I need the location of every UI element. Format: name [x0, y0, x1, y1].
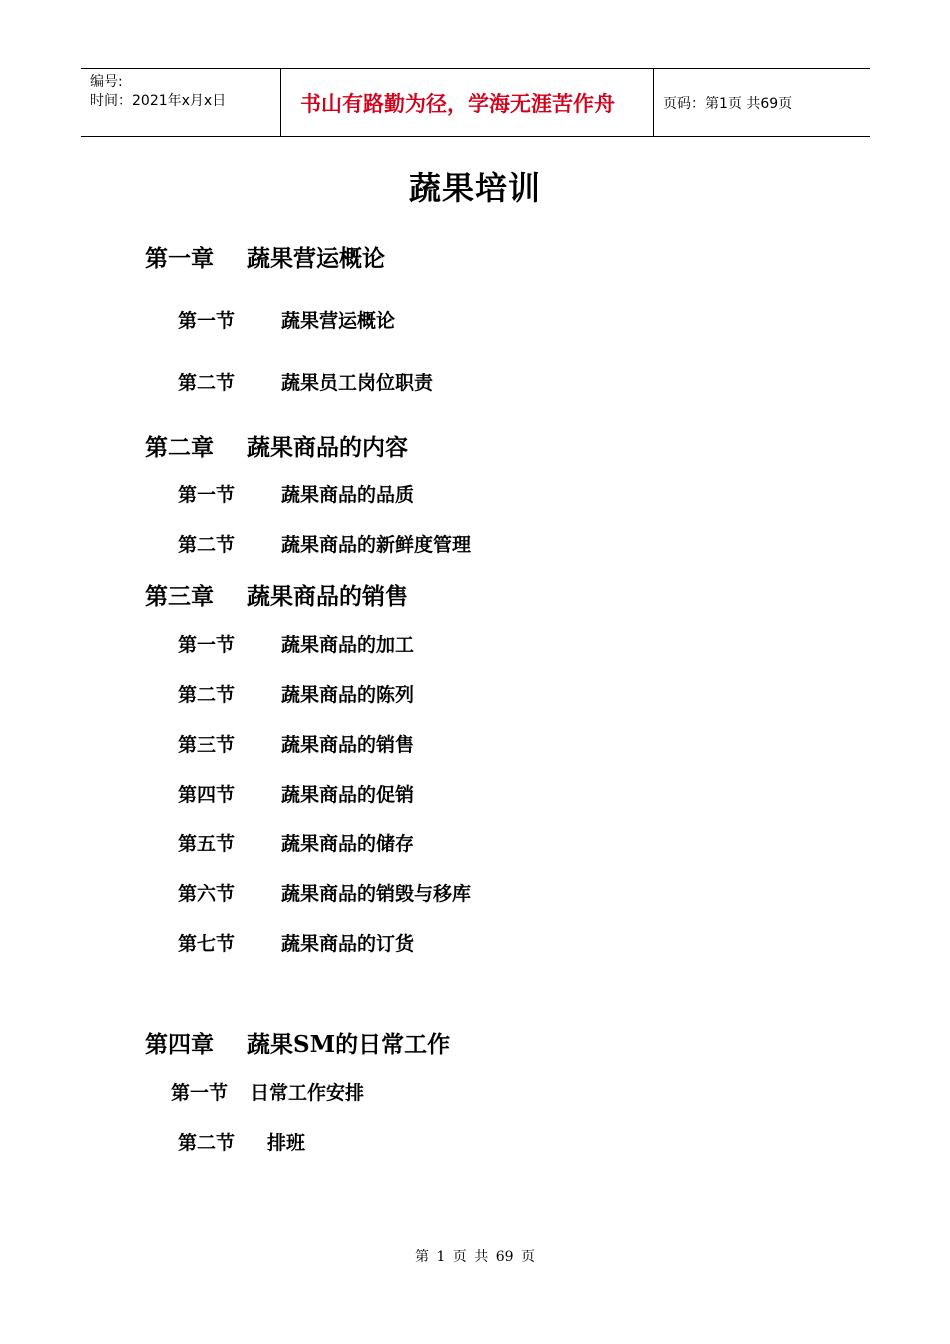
- section-title: 蔬果商品的陈列: [281, 684, 415, 706]
- chapter-title: 蔬果SM的日常工作: [247, 1031, 451, 1058]
- section-number: 第一节: [178, 634, 236, 656]
- toc-section-3-1: [178, 630, 414, 657]
- section-title: 蔬果营运概论: [281, 310, 396, 332]
- chapter-title: 蔬果营运概论: [247, 245, 385, 272]
- section-title: 蔬果商品的销售: [281, 734, 415, 756]
- header-meta: [81, 69, 281, 136]
- chapter-number: 第三章: [145, 583, 214, 610]
- page-footer: 第 1 页 共 69 页: [415, 1249, 535, 1265]
- section-number: 第三节: [178, 734, 236, 756]
- section-number: 第二节: [178, 1132, 236, 1154]
- toc-section-4-1: [171, 1078, 364, 1105]
- header-page-info: 页码：第1页 共69页: [663, 95, 793, 112]
- section-number: 第二节: [178, 372, 236, 394]
- toc-section-3-3: [178, 730, 414, 757]
- section-title: 日常工作安排: [250, 1082, 365, 1104]
- toc-section-3-4: [178, 780, 414, 807]
- toc-section-2-2: [178, 530, 471, 557]
- section-title: 蔬果商品的新鲜度管理: [281, 534, 472, 556]
- section-number: 第五节: [178, 833, 236, 855]
- toc-section-3-7: [178, 929, 414, 956]
- chapter-number: 第二章: [145, 434, 214, 461]
- section-number: 第一节: [178, 310, 236, 332]
- toc-section-3-6: [178, 879, 471, 906]
- page-header: [81, 68, 870, 137]
- section-number: 第一节: [171, 1082, 229, 1104]
- toc-section-1-1: [178, 306, 395, 333]
- section-title: 蔬果员工岗位职责: [281, 372, 434, 394]
- toc-chapter-2: [145, 429, 408, 462]
- header-motto: 书山有路勤为径，学海无涯苦作舟: [281, 69, 654, 136]
- section-number: 第一节: [178, 484, 236, 506]
- toc-chapter-4: [145, 1026, 450, 1059]
- section-number: 第二节: [178, 684, 236, 706]
- chapter-number: 第一章: [145, 245, 214, 272]
- section-title: 蔬果商品的促销: [281, 784, 415, 806]
- section-number: 第四节: [178, 784, 236, 806]
- section-title: 蔬果商品的加工: [281, 634, 415, 656]
- chapter-title: 蔬果商品的销售: [247, 583, 408, 610]
- toc-chapter-3: [145, 578, 408, 611]
- chapter-number: 第四章: [145, 1031, 214, 1058]
- chapter-title: 蔬果商品的内容: [247, 434, 408, 461]
- section-title: 蔬果商品的品质: [281, 484, 415, 506]
- time-label: 时间：2021年x月x日: [90, 93, 227, 109]
- toc-chapter-1: [145, 240, 385, 273]
- section-number: 第六节: [178, 883, 236, 905]
- section-number: 第七节: [178, 933, 236, 955]
- toc-section-3-2: [178, 680, 414, 707]
- section-title: 蔬果商品的储存: [281, 833, 415, 855]
- document-title: 蔬果培训: [408, 169, 541, 207]
- section-title: 蔬果商品的销毁与移库: [281, 883, 472, 905]
- toc-section-3-5: [178, 829, 414, 856]
- toc-section-4-2: [178, 1128, 305, 1155]
- section-title: 排班: [267, 1132, 306, 1154]
- toc-section-1-2: [178, 368, 433, 395]
- toc-section-2-1: [178, 480, 414, 507]
- section-title: 蔬果商品的订货: [281, 933, 415, 955]
- section-number: 第二节: [178, 534, 236, 556]
- serial-label: 编号:: [90, 74, 123, 90]
